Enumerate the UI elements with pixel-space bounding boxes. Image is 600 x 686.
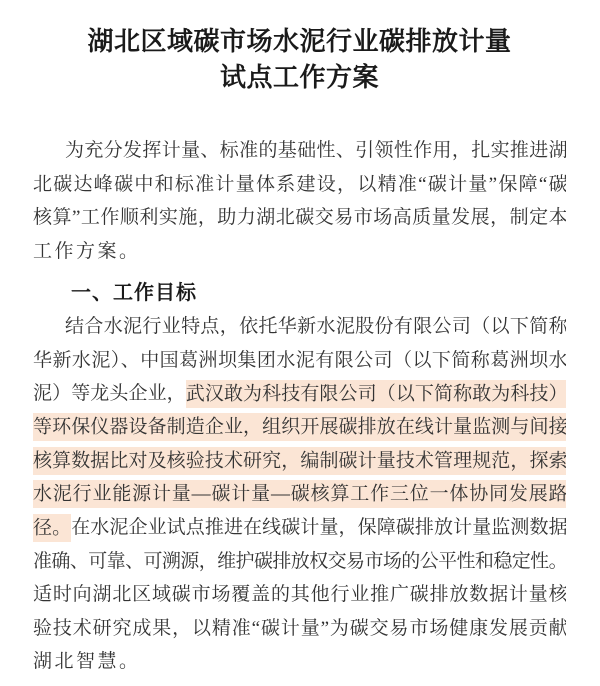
text-line	[33, 344, 566, 378]
text-line: 为充分发挥计量、标准的基础性、引领性作用，扎实推进湖	[65, 140, 566, 161]
section-heading-work-goals: 一、工作目标	[71, 282, 197, 304]
text-line	[33, 612, 566, 646]
highlighted-text: 核算数据比对及核验技术研究，编制碳计量技术管理规范，探索	[33, 447, 566, 475]
text-line	[33, 645, 566, 679]
text-line	[33, 444, 566, 478]
title-line-2: 试点工作方案	[219, 63, 379, 92]
text-segment: 在水泥企业试点推进在线碳计量，保障碳排放计量监测数据	[71, 517, 566, 538]
text-segment: 适时向湖北区域碳市场覆盖的其他行业推广碳排放数据计量核	[33, 584, 566, 605]
text-segment: 湖北智慧。	[33, 651, 141, 672]
text-line	[33, 377, 566, 411]
text-line	[33, 478, 566, 512]
text-line	[33, 411, 566, 445]
text-line	[33, 511, 566, 545]
text-segment: 华新水泥）、中国葛洲坝集团水泥有限公司（以下简称葛洲坝水	[33, 349, 566, 371]
highlighted-text: 水泥行业能源计量—碳计量—碳核算工作三位一体协同发展路	[33, 480, 566, 508]
text-segment: 结合水泥行业特点，依托华新水泥股份有限公司（以下简称	[65, 316, 566, 337]
title-line-1: 湖北区域碳市场水泥行业碳排放计量	[87, 27, 512, 56]
text-line: 核算”工作顺利实施，助力湖北碳交易市场高质量发展，制定本	[33, 207, 566, 228]
highlighted-text: 径。	[33, 514, 71, 542]
text-line	[33, 545, 566, 579]
highlighted-text: 等环保仪器设备制造企业，组织开展碳排放在线计量监测与间接	[33, 413, 566, 441]
text-segment: 泥）等龙头企业，	[33, 383, 186, 404]
document-title	[33, 24, 566, 96]
text-line: 工作方案。	[33, 240, 141, 262]
text-line	[33, 310, 566, 344]
text-segment: 验技术研究成果，以精准“碳计量”为碳交易市场健康发展贡献	[33, 617, 566, 639]
text-line: 北碳达峰碳中和标准计量体系建设，以精准“碳计量”保障“碳	[33, 173, 566, 195]
goals-paragraph	[33, 310, 566, 679]
text-segment: 准确、可靠、可溯源，维护碳排放权交易市场的公平性和稳定性。	[33, 550, 566, 572]
text-line	[33, 578, 566, 612]
highlighted-text: 武汉敢为科技有限公司（以下简称敢为科技）	[186, 380, 566, 408]
intro-paragraph	[33, 134, 566, 268]
